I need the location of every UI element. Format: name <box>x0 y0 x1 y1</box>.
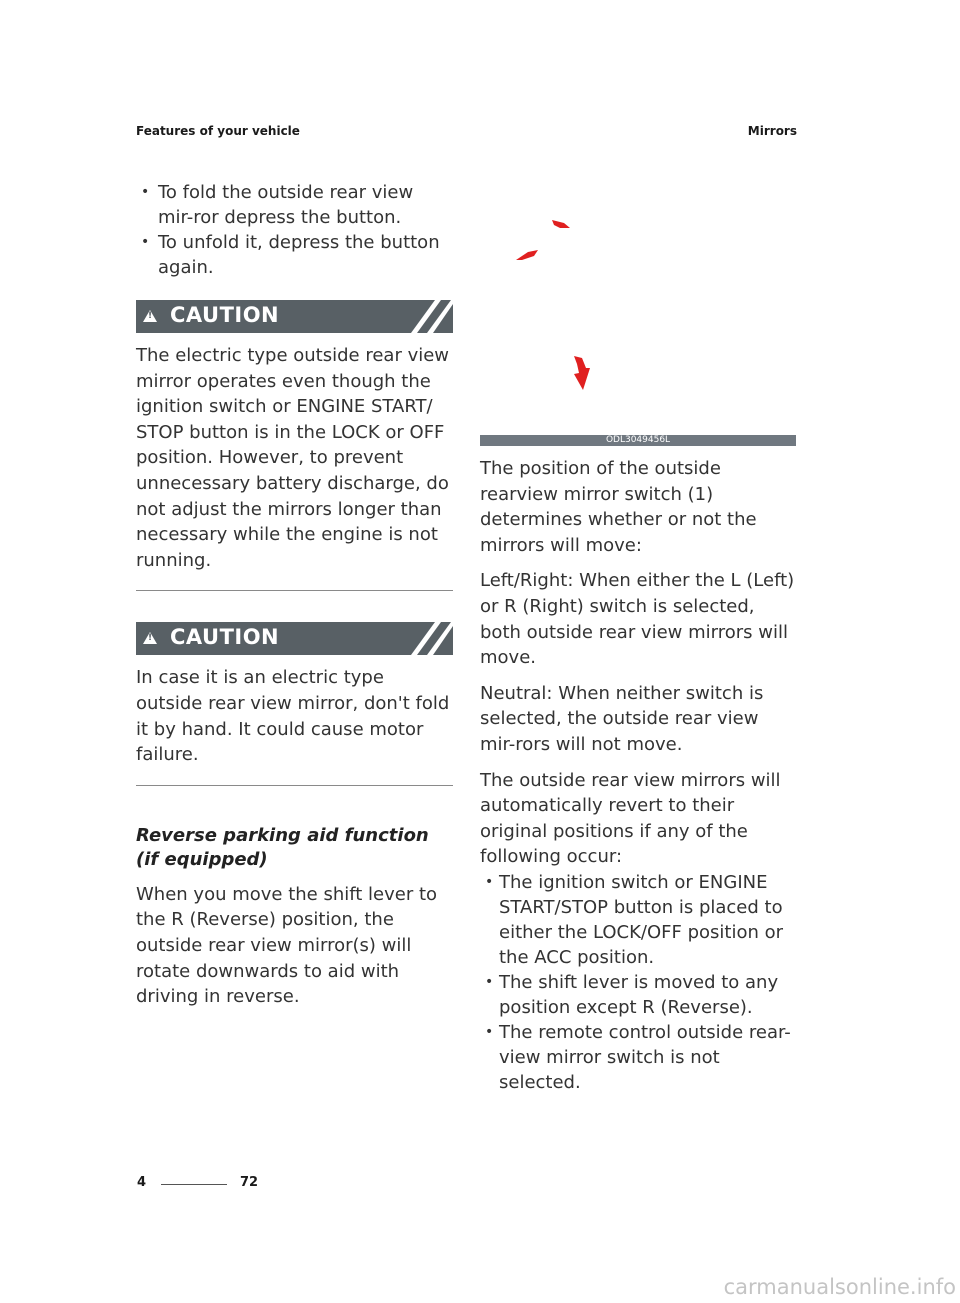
footer-divider <box>161 1184 227 1185</box>
header-topic: Mirrors <box>747 124 797 138</box>
warning-triangle-icon <box>143 632 157 644</box>
header-section-title: Features of your vehicle <box>136 124 300 138</box>
list-item: • To fold the outside rear view mir-ror depress the button. <box>136 180 453 230</box>
slash-stripes-icon <box>405 300 453 333</box>
arrow-icon <box>516 250 538 260</box>
paragraph: The position of the outside rearview mirror switch (1) determines whether or not the mirrors will move: <box>480 458 757 556</box>
paragraph: Left/Right: When either the L (Left) or R (Right) switch is selected, both outside rear view mirrors will move. <box>480 570 795 669</box>
right-column <box>480 456 796 1095</box>
caution-text: The electric type outside rear view mirror operates even though the ignition switch or ENGINE START/ STOP button is in the LOCK or OFF position. However, to prevent unnecessary battery discharge, do not adjust the mirrors longer than necessary while the engine is not running. <box>136 345 450 571</box>
fold-instructions-list <box>136 180 453 280</box>
paragraph: The outside rear view mirrors will automatically revert to their original positions if any of the following occur: <box>480 769 781 868</box>
section-body: When you move the shift lever to the R (Reverse) position, the outside rear view mirror(s) will rotate downwards to aid with driving in reverse. <box>136 883 438 1008</box>
section-number: 4 <box>137 1175 147 1190</box>
slash-stripes-icon <box>405 622 453 655</box>
list-item: • The remote control outside rear-view mirror switch is not selected. <box>480 1020 796 1095</box>
caution-banner <box>136 300 453 333</box>
revert-conditions-list <box>480 870 796 1095</box>
left-column <box>136 180 453 1010</box>
caution-label: CAUTION <box>170 625 280 650</box>
list-item: • To unfold it, depress the button again. <box>136 230 453 280</box>
mirror-arrows-illustration <box>480 190 796 435</box>
warning-triangle-icon <box>143 310 157 322</box>
caution-label: CAUTION <box>170 303 280 327</box>
caution-text: In case it is an electric type outside rear view mirror, don't fold it by hand. It could cause motor failure. <box>136 667 450 766</box>
caution-banner <box>136 622 453 655</box>
page-number: 72 <box>240 1175 259 1190</box>
arrow-down-icon <box>574 356 590 390</box>
watermark: carmanualsonline.info <box>723 1275 956 1299</box>
list-item: • The shift lever is moved to any position except R (Reverse). <box>480 970 796 1020</box>
figure-code: ODL3049456L <box>480 435 796 446</box>
arrow-icon <box>552 220 570 228</box>
list-item: • The ignition switch or ENGINE START/STOP button is placed to either the LOCK/OFF position or the ACC position. <box>480 870 796 970</box>
mirror-diagram <box>480 190 796 446</box>
paragraph: Neutral: When neither switch is selected, the outside rear view mir-rors will not move. <box>480 682 764 755</box>
section-heading: Reverse parking aid function (if equipped) <box>136 824 429 870</box>
